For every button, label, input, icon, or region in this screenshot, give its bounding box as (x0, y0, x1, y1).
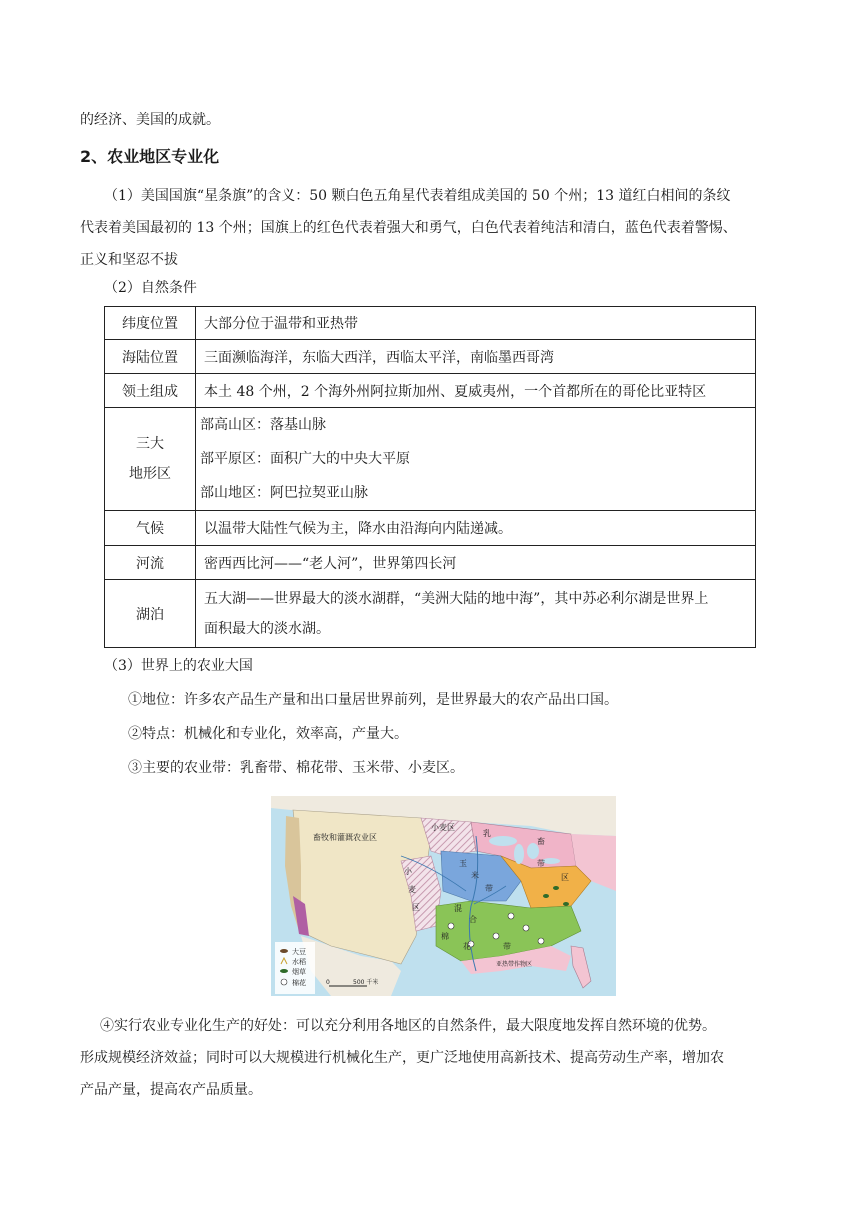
map-label-cotton-1: 棉 (441, 932, 449, 941)
cotton-symbol (508, 913, 514, 919)
territory-label: 领土组成 (105, 374, 196, 408)
tobacco-symbol (553, 886, 559, 890)
map-label-corn-2: 米 (471, 871, 479, 880)
legend-soybean: 大豆 (292, 948, 306, 956)
natural-conditions-title: （2）自然条件 (104, 280, 197, 296)
cotton-icon (281, 979, 287, 985)
latitude-value: 大部分位于温带和亚热带 (196, 307, 756, 340)
map-label-ranching: 畜牧和灌溉农业区 (313, 833, 377, 842)
section-title: 2、农业地区专业化 (80, 147, 220, 166)
table-row (105, 374, 756, 408)
lake-label: 湖泊 (105, 580, 196, 648)
flag-line-1: （1）美国国旗“星条旗”的含义：50 颗白色五角星代表着组成美国的 50 个州；13 道红白相间的条纹 (104, 188, 731, 204)
lake-michigan (514, 844, 524, 864)
sea-land-label: 海陆位置 (105, 340, 196, 374)
map-label-mixed-2: 合 (469, 915, 477, 924)
cotton-symbol (523, 925, 529, 931)
benefit-paragraph (80, 1010, 780, 1106)
lake-superior (489, 836, 517, 846)
legend-rice: 水稻 (292, 958, 306, 966)
agri-status: ①地位：许多农产品生产量和出口量居世界前列，是世界最大的农产品出口国。 (128, 692, 618, 708)
terrain-line-1: 部高山区：落基山脉 (200, 417, 326, 433)
climate-label: 气候 (105, 511, 196, 546)
map-label-subtropical: 亚热带作物区 (496, 961, 533, 968)
flag-line-2: 代表着美国最初的 13 个州；国旗上的红色代表着强大和勇气，白色代表着纯洁和清白，蓝色代表着警惕、 (80, 220, 737, 236)
tobacco-symbol (563, 902, 569, 906)
lake-value (196, 580, 756, 648)
map-legend (275, 942, 315, 994)
soybean-icon (280, 949, 288, 953)
tobacco-icon (280, 969, 288, 973)
terrain-label-line-2: 地形区 (129, 466, 171, 482)
map-label-corn-3: 带 (485, 884, 493, 893)
benefit-line-2: 形成规模经济效益；同时可以大规模进行机械化生产，更广泛地使用高新技术、提高劳动生产率，增加农 (80, 1050, 724, 1066)
benefit-line-1: ④实行农业专业化生产的好处：可以充分利用各地区的自然条件，最大限度地发挥自然环境的优势。 (100, 1018, 716, 1034)
agri-features: ②特点：机械化和专业化，效率高，产量大。 (128, 726, 408, 742)
map-label-wheat-mid-2: 麦 (408, 885, 416, 894)
benefit-line-3: 产品产量，提高农产品质量。 (80, 1082, 262, 1098)
table-row (105, 580, 756, 648)
table-row (105, 408, 756, 511)
map-label-wheat-mid-1: 小 (404, 867, 412, 876)
legend-cotton: 棉花 (292, 979, 306, 987)
intro-tail: 的经济、美国的成就。 (80, 112, 220, 128)
river-label: 河流 (105, 546, 196, 580)
map-label-cotton-3: 带 (503, 942, 511, 951)
terrain-line-3: 部山地区：阿巴拉契亚山脉 (200, 485, 368, 501)
sea-land-value: 三面濒临海洋，东临大西洋，西临太平洋，南临墨西哥湾 (196, 340, 756, 374)
table-row (105, 307, 756, 340)
scale-label: 500 千米 (353, 979, 379, 986)
legend-tobacco: 烟草 (292, 968, 306, 976)
table-row (105, 546, 756, 580)
map-label-zone: 区 (561, 873, 569, 882)
lake-line-1: 五大湖——世界最大的淡水湖群，“美洲大陆的地中海”，其中苏必利尔湖是世界上 (204, 590, 709, 607)
map-label-dairy-1: 乳 (483, 829, 491, 838)
river-value: 密西西比河——“老人河”，世界第四长河 (196, 546, 756, 580)
agri-belts: ③主要的农业带：乳畜带、棉花带、玉米带、小麦区。 (128, 760, 464, 776)
table-row (105, 340, 756, 374)
map-label-dairy-2: 畜 (537, 837, 545, 846)
terrain-line-2: 部平原区：面积广大的中央大平原 (200, 451, 410, 467)
tobacco-symbol (543, 894, 549, 898)
agri-title: （3）世界上的农业大国 (104, 658, 253, 674)
flag-line-3: 正义和坚忍不拔 (80, 252, 178, 268)
agriculture-map (271, 796, 616, 996)
map-label-corn-1: 玉 (459, 859, 467, 868)
latitude-label: 纬度位置 (105, 307, 196, 340)
flag-paragraph (80, 180, 780, 276)
map-label-wheat-mid-3: 区 (412, 903, 420, 912)
terrain-value (196, 408, 756, 511)
cotton-symbol (538, 938, 544, 944)
cotton-symbol (448, 923, 454, 929)
climate-value: 以温带大陆性气候为主，降水由沿海向内陆递减。 (196, 511, 756, 546)
cotton-symbol (493, 933, 499, 939)
table-row (105, 511, 756, 546)
scale-zero: 0 (326, 979, 330, 986)
lake-line-2: 面积最大的淡水湖。 (204, 620, 330, 637)
map-label-cotton-2: 花 (463, 942, 471, 951)
terrain-label-line-1: 三大 (136, 436, 164, 452)
terrain-label (105, 408, 196, 511)
map-label-mixed-1: 混 (454, 904, 462, 913)
map-label-wheat-north: 小麦区 (431, 823, 455, 832)
natural-conditions-table (104, 306, 756, 648)
territory-value: 本土 48 个州，2 个海外州阿拉斯加州、夏威夷州，一个首都所在的哥伦比亚特区 (196, 374, 756, 408)
map-label-dairy-3: 带 (537, 859, 545, 868)
